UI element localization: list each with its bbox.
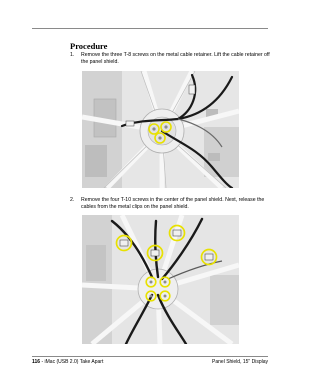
header-rule: [32, 28, 268, 29]
step-1-text: Remove the three T-8 screws on the metal cable retainer. Lift the cable retainer off the panel shield.: [81, 52, 270, 65]
footer-left: [32, 359, 103, 365]
step-1-number: 1.: [70, 52, 75, 58]
step-1: [70, 52, 270, 66]
step-2: [70, 197, 270, 211]
procedure-heading: Procedure: [70, 41, 108, 51]
section-title: Panel Shield, 15" Display: [212, 359, 268, 365]
step-1-photo: [82, 71, 239, 188]
document-title: iMac (USB 2.0) Take Apart: [44, 359, 104, 365]
footer-rule: [32, 356, 268, 357]
footer-separator: -: [40, 359, 45, 365]
step-2-text: Remove the four T-10 screws in the center of the panel shield. Next, release the cables from the metal clips on the panel shield.: [81, 197, 265, 210]
step-2-number: 2.: [70, 197, 75, 203]
page-number: 116: [32, 359, 41, 365]
step-2-photo: [82, 215, 239, 344]
